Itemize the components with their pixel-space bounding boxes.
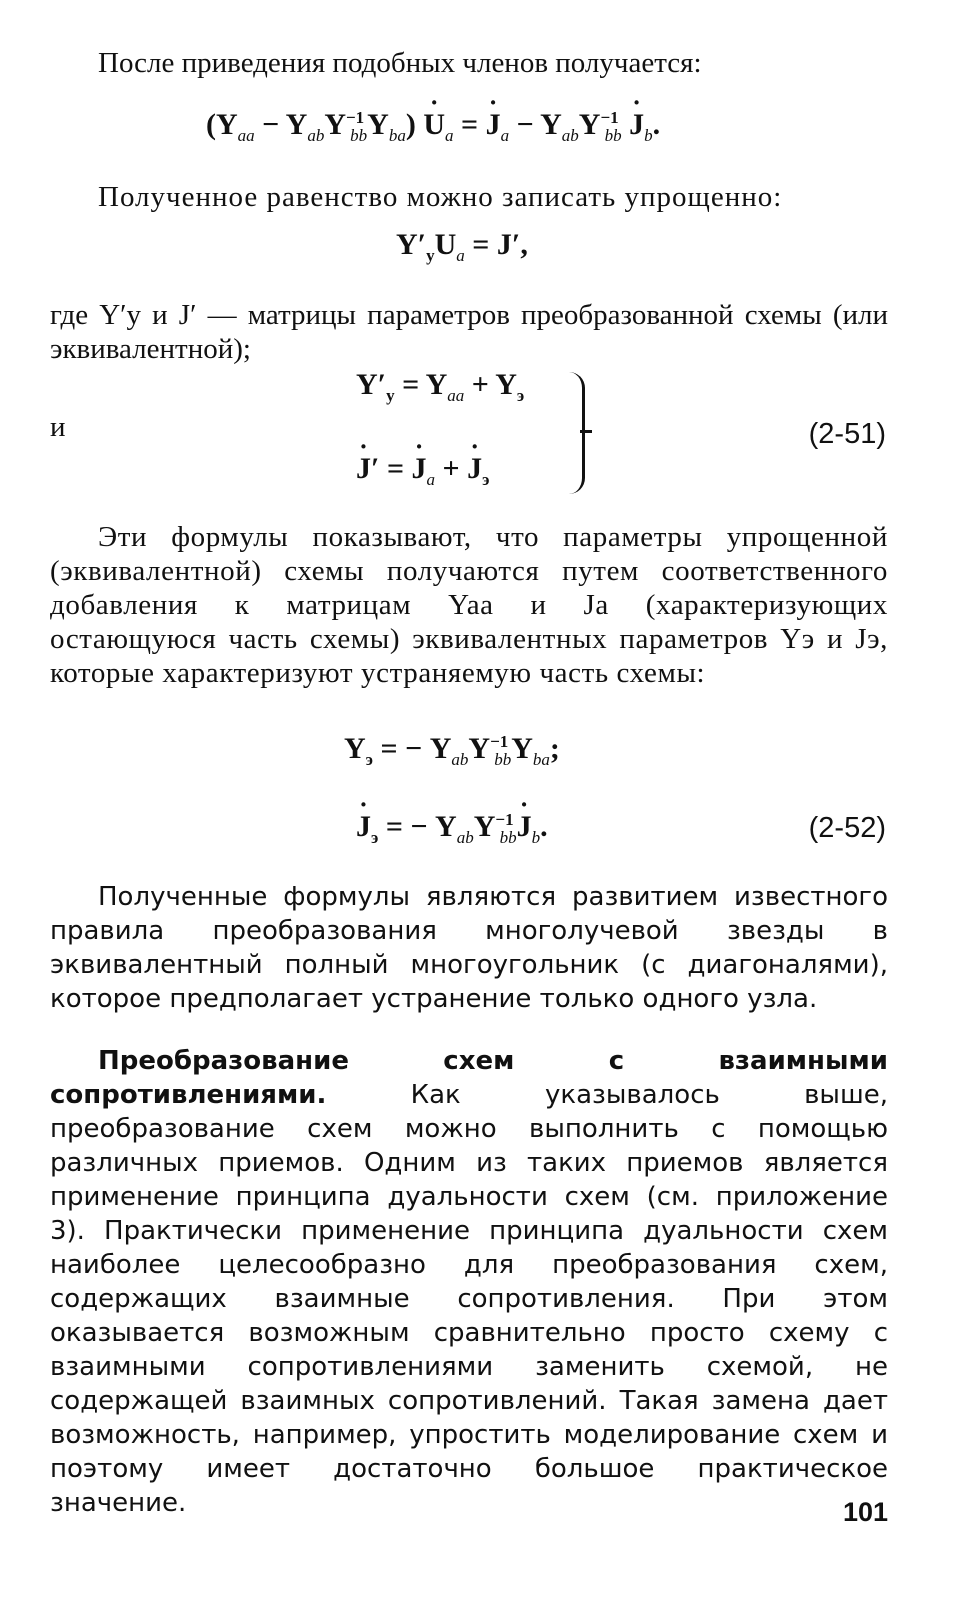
equation-simplified: $Y'_yU_a = J'$, [396,228,528,265]
equation-2-52-second: · $J_э$ = − $Y_{ab}Y^{-1}_{bb}\cdot J_b$. [356,810,548,848]
equation-2-52-first: $Y_э$ = − $Y_{ab}Y^{-1}_{bb}Y_{ba}$; [344,732,560,769]
equation-2-51-first: $Y'_y = Y_{aa} + Y_э$ [356,368,525,405]
mutual-resistance-section [50,1044,888,1520]
system-brace-tip [580,430,592,433]
rule-paragraph: Полученные формулы являются развитием известного правила преобразования многолучевой звезды в эквивалентный полный многоугольник (с диагоналями), которое предполагает устранение только одного узла. [50,882,888,1014]
equation-2-51-second: · J′ = · $J_a$ + · $J_э$ [356,452,490,490]
mutual-resistance-paragraph: Как указывалось выше, преобразование схем можно выполнить с помощью различных приемов. Одним из таких приемов является применение принципа дуальности схем (см. приложение 3). Практически применение принципа дуальности схем наиболее целесообразно для преобразования схем, содержащих взаимные сопротивления. При этом оказывается возможным сравнительно просто схему с взаимными сопротивлениями заменить схемой, не содержащей взаимных сопротивлений. Такая замена дает возможность, например, упростить моделирование схем и поэтому имеет достаточно большое практическое значение. [50,1080,889,1518]
equation-number-2-51: (2-51) [808,418,886,450]
formulas-paragraph: Эти формулы показывают, что параметры упрощенной (эквивалентной) схемы получаются путем соответственного добавления к матрицам Yaa и Ja (характеризующих остающуюся часть схемы) эквивалентных параметров Yэ и Jэ, которые характеризуют устраняемую часть схемы: [50,521,888,689]
equation-reduced: $(Y_{aa} - Y_{ab}Y^{-1}_{bb}Y_{ba}) \cdot U_a$ = · $J_a - Y_{ab}Y^{-1}_{bb} \cdot J_b$. [206,108,660,146]
intro-paragraph: После приведения подобных членов получается: [98,47,702,79]
simplified-paragraph: Полученное равенство можно записать упрощенно: [98,181,783,213]
and-word: и [50,411,66,443]
section-heading: Преобразование схем с взаимными сопротивлениями. [50,1046,888,1110]
where-paragraph: где Y′y и J′ — матрицы параметров преобразованной схемы (или эквивалентной); [50,299,888,365]
system-brace [560,372,585,494]
page-number: 101 [842,1497,888,1527]
equation-number-2-52: (2-52) [808,812,886,844]
